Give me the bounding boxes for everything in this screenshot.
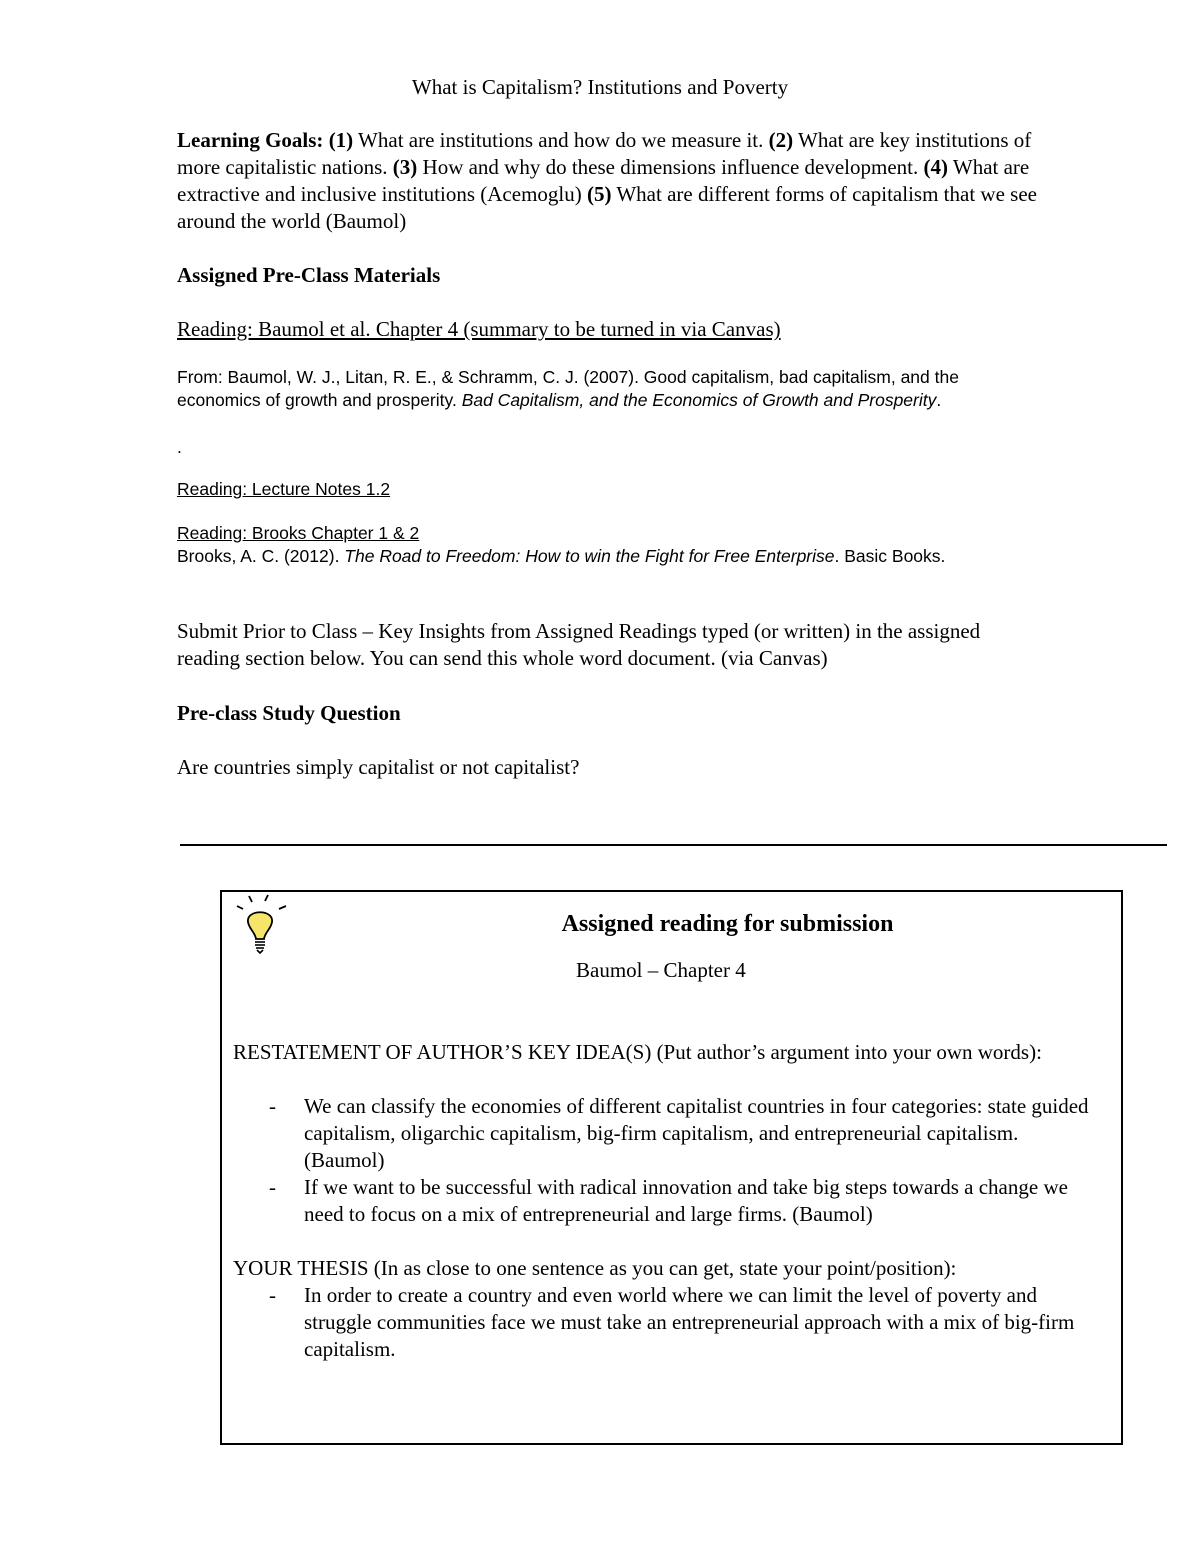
restatement-label: RESTATEMENT OF AUTHOR’S KEY IDEA(S) (Put author’s argument into your own words): xyxy=(233,1040,1042,1064)
bullet-dash: - xyxy=(269,1175,276,1199)
box-subtitle: Baumol – Chapter 4 xyxy=(576,958,746,982)
citation-text: From: Baumol, W. J., Litan, R. E., & Schramm, C. J. (2007). Good capitalism, bad capitalism, and the economics of growth and prosperity. xyxy=(177,367,959,410)
citation-end: . Basic Books. xyxy=(834,546,946,566)
citation-text: Brooks, A. C. (2012). xyxy=(177,546,345,566)
restatement-list xyxy=(233,1093,1103,1228)
citation-title: Bad Capitalism, and the Economics of Growth and Prosperity xyxy=(461,390,937,410)
thesis-item-1: In order to create a country and even world where we can limit the level of poverty and struggle communities face we must take an entrepreneurial approach with a mix of big-firm capitalism. xyxy=(304,1283,1075,1361)
page-title: What is Capitalism? Institutions and Poverty xyxy=(411,75,789,99)
learning-goals-label: Learning Goals: xyxy=(177,128,324,152)
goal-text-2: What are key institutions of more capitalistic nations. xyxy=(177,128,1032,179)
reading-lecture-notes-label: Reading: Lecture Notes 1.2 xyxy=(177,479,391,499)
goal-text-3: How and why do these dimensions influence development. xyxy=(417,155,924,179)
goal-text-4: What are extractive and inclusive institutions (Acemoglu) xyxy=(177,155,1030,206)
list-item xyxy=(233,1093,1103,1174)
citation-end: . xyxy=(936,390,942,410)
box-title: Assigned reading for submission xyxy=(561,911,894,937)
list-item xyxy=(233,1282,1103,1363)
restatement-item-2: If we want to be successful with radical innovation and take big steps towards a change we need to focus on a mix of entrepreneurial and large firms. (Baumol) xyxy=(304,1175,1068,1226)
reading-brooks-citation xyxy=(177,545,997,568)
thesis-label: YOUR THESIS (In as close to one sentence as you can get, state your point/position): xyxy=(233,1256,957,1280)
assigned-materials-heading xyxy=(177,262,1057,289)
study-question-heading xyxy=(177,700,1057,727)
thesis-list xyxy=(233,1282,1103,1363)
goal-number-3: (3) xyxy=(392,155,418,179)
goal-number-1: (1) xyxy=(328,128,354,152)
reading-baumol-citation xyxy=(177,366,1037,412)
stray-dot: . xyxy=(177,437,182,457)
list-item xyxy=(233,1174,1103,1228)
bullet-dash: - xyxy=(269,1094,276,1118)
goal-number-2: (2) xyxy=(768,128,794,152)
goal-text-1: What are institutions and how do we measure it. xyxy=(353,128,769,152)
citation-title: The Road to Freedom: How to win the Fight for Free Enterprise xyxy=(344,546,835,566)
reading-brooks-label: Reading: Brooks Chapter 1 & 2 xyxy=(177,523,420,543)
submit-instructions: Submit Prior to Class – Key Insights from Assigned Readings typed (or written) in the assigned reading section below. You can send this whole word document. (via Canvas) xyxy=(177,619,981,670)
bullet-dash: - xyxy=(269,1283,276,1307)
study-question-heading-text: Pre-class Study Question xyxy=(177,701,401,725)
goal-number-5: (5) xyxy=(586,182,612,206)
reading-baumol-label: Reading: Baumol et al. Chapter 4 (summary to be turned in via Canvas) xyxy=(177,317,781,341)
horizontal-divider xyxy=(180,844,1167,846)
restatement-item-1: We can classify the economies of different capitalist countries in four categories: state guided capitalism, oligarchic capitalism, big-firm capitalism, and entrepreneurial capitalism. (Baumol) xyxy=(304,1094,1089,1172)
goal-number-4: (4) xyxy=(923,155,949,179)
goal-text-5: What are different forms of capitalism that we see around the world (Baumol) xyxy=(177,182,1037,233)
study-question: Are countries simply capitalist or not capitalist? xyxy=(177,755,580,779)
learning-goals xyxy=(177,127,1057,235)
assigned-materials-heading-text: Assigned Pre-Class Materials xyxy=(177,263,441,287)
